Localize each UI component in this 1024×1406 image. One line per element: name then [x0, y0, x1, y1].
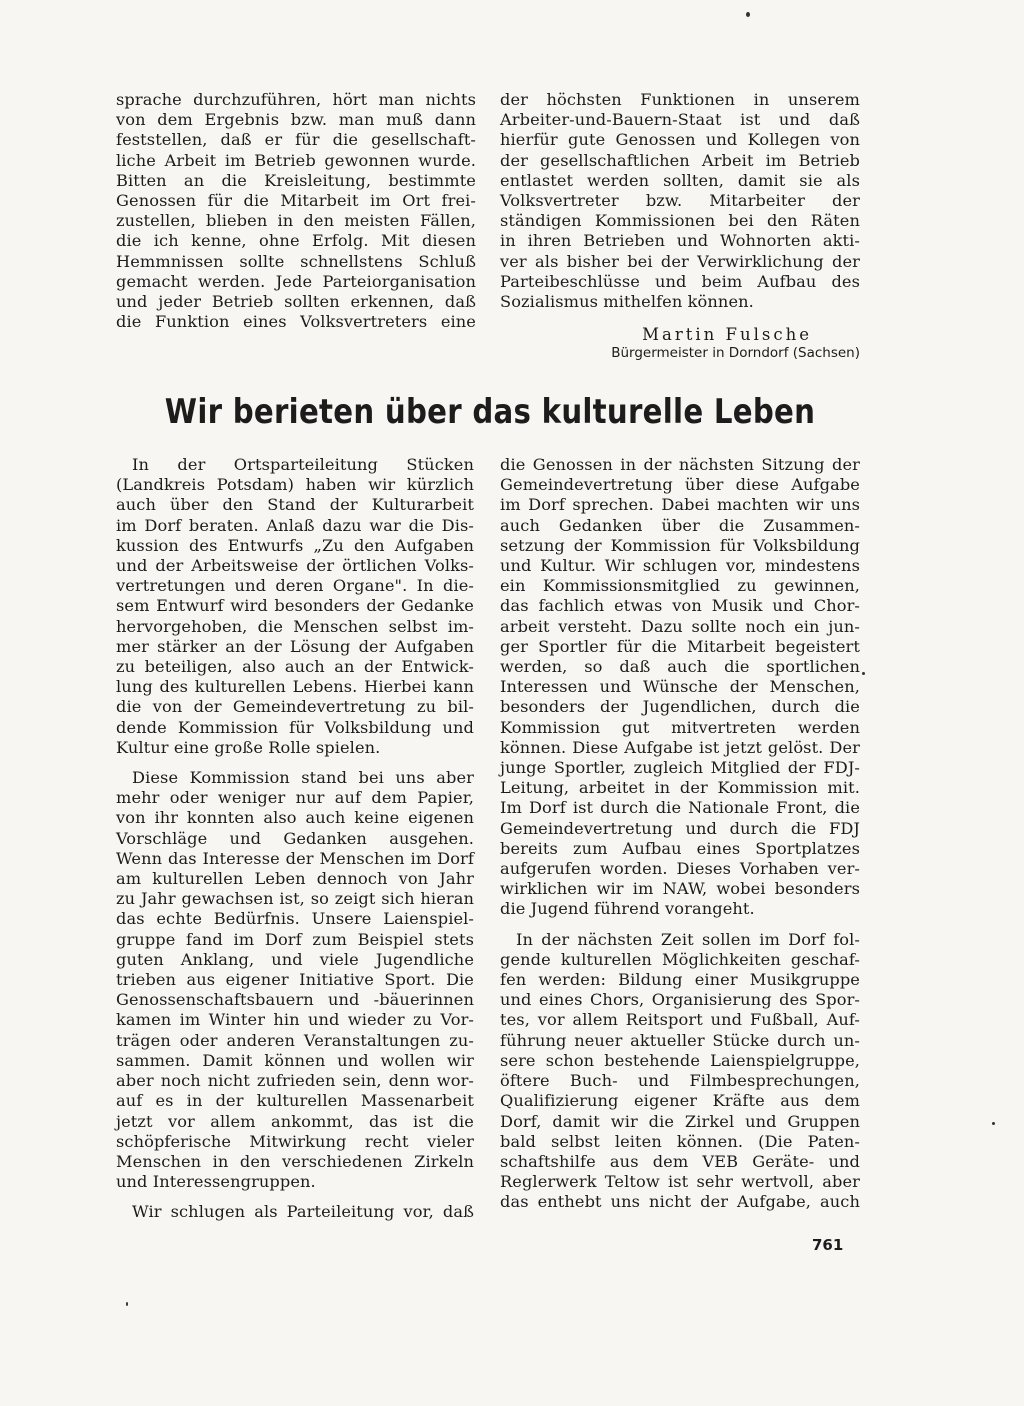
text-line: entlastet werden sollten, damit sie als: [500, 170, 860, 190]
text-line: setzung der Kommission für Volksbildung: [500, 535, 860, 555]
text-line: mer stärker an der Lösung der Aufgaben: [116, 636, 474, 656]
text-line: Volksvertreter bzw. Mitarbeiter der: [500, 191, 860, 211]
text-line: zu Jahr gewachsen ist, so zeigt sich hieran: [116, 889, 474, 909]
text-line: bereits zum Aufbau eines Sportplatzes: [500, 838, 860, 858]
text-line: zustellen, blieben in den meisten Fällen,: [116, 211, 476, 231]
text-line: und der Arbeitsweise der örtlichen Volks-: [116, 556, 474, 576]
text-line: die Funktion eines Volksvertreters eine: [116, 312, 476, 332]
text-line: sprache durchzuführen, hört man nichts: [116, 90, 476, 109]
text-line: tes, vor allem Reitsport und Fußball, Auf-: [500, 1010, 860, 1030]
text-line: und eines Chors, Organisierung des Spor-: [500, 990, 860, 1010]
text-line: in ihren Betrieben und Wohnorten akti-: [500, 231, 860, 251]
top-right-column: [500, 90, 860, 312]
text-line: besonders der Jugendlichen, durch die: [500, 697, 860, 717]
text-line: und jeder Betrieb sollten erkennen, daß: [116, 292, 476, 312]
text-line: das enthebt uns nicht der Aufgabe, auch: [500, 1192, 860, 1212]
text-line: arbeit versteht. Dazu sollte noch ein jun-: [500, 616, 860, 636]
text-line: ger Sportler für die Mitarbeit begeistert: [500, 636, 860, 656]
text-line: gende kulturellen Möglichkeiten geschaf-: [500, 949, 860, 969]
text-line: werden, so daß auch die sportlichen: [500, 657, 860, 677]
text-line: die Genossen in der nächsten Sitzung der: [500, 455, 860, 474]
text-line: liche Arbeit im Betrieb gewonnen wurde.: [116, 150, 476, 170]
text-line: die Jugend führend vorangeht.: [500, 899, 755, 919]
text-line: zu beteiligen, also auch an der Entwick-: [116, 657, 474, 677]
print-speck: [862, 672, 865, 675]
text-line: sere schon bestehende Laienspielgruppe,: [500, 1050, 860, 1070]
text-line: Genossenschaftsbauern und -bäuerinnen: [116, 990, 474, 1010]
text-line: In der nächsten Zeit sollen im Dorf fol-: [516, 929, 860, 949]
text-line: auf es in der kulturellen Massenarbeit: [116, 1091, 474, 1111]
paragraph: [116, 768, 474, 1192]
print-speck: [992, 1122, 995, 1125]
text-line: sem Entwurf wird besonders der Gedanke: [116, 596, 474, 616]
author-role: Bürgermeister in Dorndorf (Sachsen): [611, 345, 860, 361]
text-line: Interessen und Wünsche der Menschen,: [500, 677, 860, 697]
text-line: Bitten an die Kreisleitung, bestimmte: [116, 170, 476, 190]
text-line: vertretungen und deren Organe". In die-: [116, 576, 474, 596]
paragraph: [500, 455, 860, 920]
text-line: Leitung, arbeitet in der Kommission mit.: [500, 778, 860, 798]
text-line: von dem Ergebnis bzw. man muß dann: [116, 110, 476, 130]
print-speck: [126, 1302, 128, 1306]
text-line: wirklichen wir im NAW, wobei besonders: [500, 879, 860, 899]
paragraph: [116, 1202, 474, 1222]
text-line: bald selbst leiten können. (Die Paten-: [500, 1131, 860, 1151]
text-line: Kommission gut mitvertreten werden: [500, 717, 860, 737]
text-line: und Kultur. Wir schlugen vor, mindestens: [500, 556, 860, 576]
text-line: hervorgehoben, die Menschen selbst im-: [116, 616, 474, 636]
text-line: gruppe fand im Dorf zum Beispiel stets: [116, 929, 474, 949]
text-line: trägen oder anderen Veranstaltungen zu-: [116, 1030, 474, 1050]
text-line: Wir schlugen als Parteileitung vor, daß: [132, 1202, 474, 1222]
text-line: Arbeiter-und-Bauern-Staat ist und daß: [500, 110, 860, 130]
text-line: hierfür gute Genossen und Kollegen von: [500, 130, 860, 150]
paragraph: [500, 930, 860, 1213]
text-line: im Dorf beraten. Anlaß dazu war die Dis-: [116, 515, 474, 535]
page-number: 761: [812, 1236, 844, 1254]
text-line: ständigen Kommissionen bei den Räten: [500, 211, 860, 231]
left-column: [116, 455, 474, 1223]
text-line: die von der Gemeindevertretung zu bil-: [116, 697, 474, 717]
text-line: öftere Buch- und Filmbesprechungen,: [500, 1071, 860, 1091]
text-line: führung neuer aktueller Stücke durch un-: [500, 1030, 860, 1050]
text-line: schaftshilfe aus dem VEB Geräte- und: [500, 1151, 860, 1171]
text-line: gemacht werden. Jede Parteiorganisation: [116, 271, 476, 291]
text-line: von ihr konnten also auch keine eigenen: [116, 808, 474, 828]
right-column: [500, 455, 860, 1213]
text-line: guten Anklang, und viele Jugendliche: [116, 949, 474, 969]
text-line: und Interessengruppen.: [116, 1172, 316, 1192]
text-line: jetzt vor allem ankommt, das ist die: [116, 1111, 474, 1131]
text-line: die ich kenne, ohne Erfolg. Mit diesen: [116, 231, 476, 251]
print-speck: [746, 12, 750, 17]
text-line: sammen. Damit können und wollen wir: [116, 1050, 474, 1070]
text-line: Sozialismus mithelfen können.: [500, 292, 754, 312]
text-line: auch über den Stand der Kulturarbeit: [116, 495, 474, 515]
text-line: lung des kulturellen Lebens. Hierbei kann: [116, 677, 474, 697]
text-line: Menschen in den verschiedenen Zirkeln: [116, 1151, 474, 1171]
text-line: Dorf, damit wir die Zirkel und Gruppen: [500, 1111, 860, 1131]
text-line: dende Kommission für Volksbildung und: [116, 717, 474, 737]
text-line: trieben aus eigener Initiative Sport. Die: [116, 970, 474, 990]
text-line: das fachlich etwas von Musik und Chor-: [500, 596, 860, 616]
text-line: das echte Bedürfnis. Unsere Laienspiel-: [116, 909, 474, 929]
text-line: Kultur eine große Rolle spielen.: [116, 737, 381, 757]
text-line: schöpferische Mitwirkung recht vieler: [116, 1131, 474, 1151]
text-line: der gesellschaftlichen Arbeit im Betrieb: [500, 150, 860, 170]
text-line: am kulturellen Leben dennoch von Jahr: [116, 869, 474, 889]
top-left-column: [116, 90, 476, 332]
text-line: junge Sportler, zugleich Mitglied der FDJ-: [500, 758, 860, 778]
text-line: Parteibeschlüsse und beim Aufbau des: [500, 271, 860, 291]
text-line: Wenn das Interesse der Menschen im Dorf: [116, 848, 474, 868]
text-line: Diese Kommission stand bei uns aber: [132, 768, 474, 788]
text-line: aber noch nicht zufrieden sein, denn wor-: [116, 1071, 474, 1091]
text-line: Vorschläge und Gedanken ausgehen.: [116, 828, 474, 848]
text-line: fen werden: Bildung einer Musikgruppe: [500, 970, 860, 990]
text-line: im Dorf sprechen. Dabei machten wir uns: [500, 495, 860, 515]
text-line: Hemmnissen sollte schnellstens Schluß: [116, 251, 476, 271]
text-line: Genossen für die Mitarbeit im Ort frei-: [116, 191, 476, 211]
text-line: feststellen, daß er für die gesellschaft-: [116, 130, 476, 150]
article-headline: Wir berieten über das kulturelle Leben: [164, 392, 816, 432]
text-line: (Landkreis Potsdam) haben wir kürzlich: [116, 475, 474, 495]
text-line: können. Diese Aufgabe ist jetzt gelöst. Der: [500, 737, 860, 757]
text-line: mehr oder weniger nur auf dem Papier,: [116, 788, 474, 808]
text-line: der höchsten Funktionen in unserem: [500, 90, 860, 109]
text-line: Reglerwerk Teltow ist sehr wertvoll, aber: [500, 1172, 860, 1192]
text-line: Im Dorf ist durch die Nationale Front, die: [500, 798, 860, 818]
text-line: In der Ortsparteileitung Stücken: [132, 455, 474, 474]
author-signature: Martin Fulsche: [642, 325, 812, 344]
text-line: Gemeindevertretung und durch die FDJ: [500, 818, 860, 838]
text-line: aufgerufen worden. Dieses Vorhaben ver-: [500, 859, 860, 879]
text-line: Gemeindevertretung über diese Aufgabe: [500, 475, 860, 495]
text-line: ein Kommissionsmitglied zu gewinnen,: [500, 576, 860, 596]
text-line: Qualifizierung eigener Kräfte aus dem: [500, 1091, 860, 1111]
paragraph: [116, 455, 474, 758]
text-line: kussion des Entwurfs „Zu den Aufgaben: [116, 535, 474, 555]
text-line: kamen im Winter hin und wieder zu Vor-: [116, 1010, 474, 1030]
text-line: ver als bisher bei der Verwirklichung der: [500, 251, 860, 271]
text-line: auch Gedanken über die Zusammen-: [500, 515, 860, 535]
